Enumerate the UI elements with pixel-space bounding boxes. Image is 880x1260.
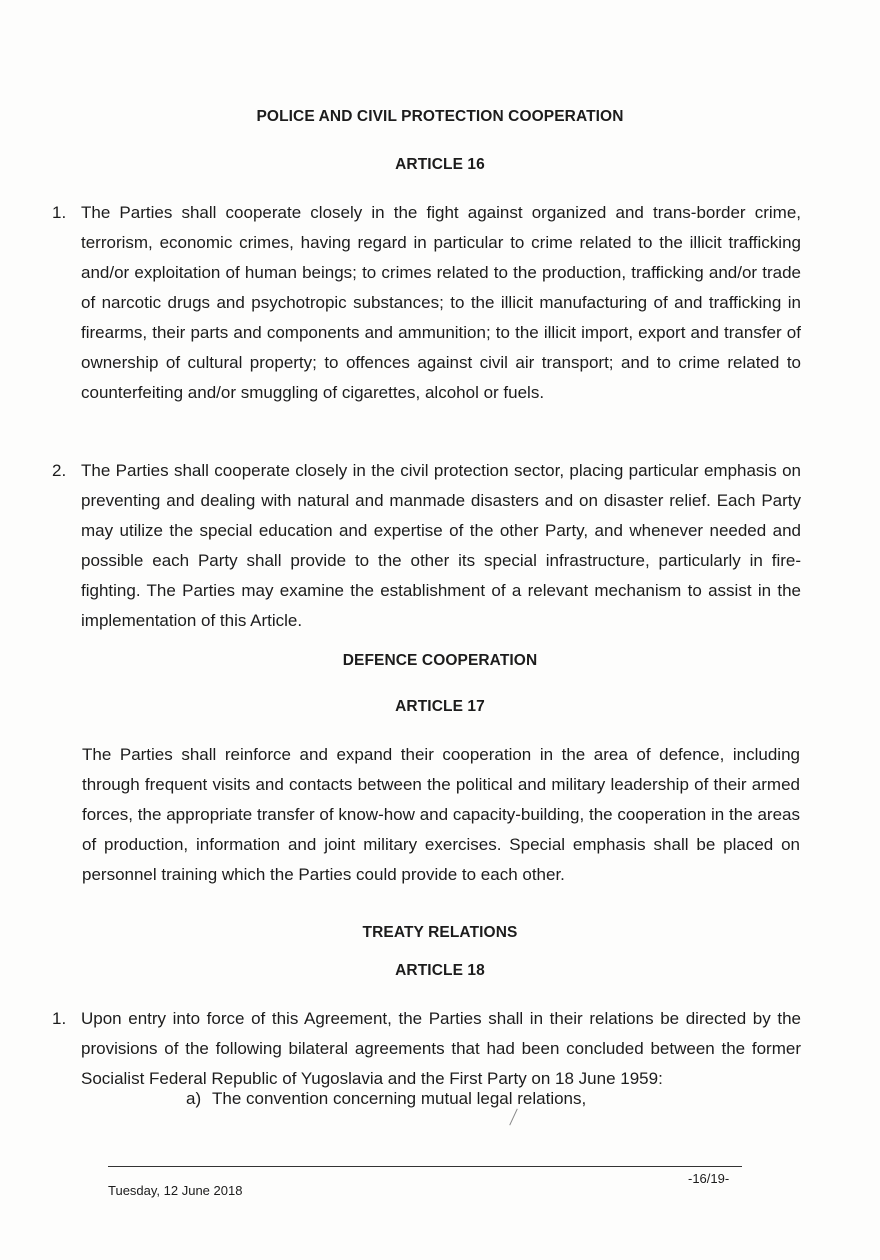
footer-divider [108, 1166, 742, 1167]
article-17-paragraph: The Parties shall reinforce and expand their cooperation in the area of defence, including through frequent visits and contacts between the political and military leadership of their armed forces, the appropriate transfer of know-how and capacity-building, the cooperation in the areas of production, information and joint military exercises. Special emphasis shall be placed on personnel training which the Parties could provide to each other. [82, 745, 800, 884]
article-18-heading: ARTICLE 18 [395, 962, 485, 979]
item-number-16-1: 1. [52, 203, 67, 222]
section-title-treaty: TREATY RELATIONS [362, 924, 518, 941]
section-title-police: POLICE AND CIVIL PROTECTION COOPERATION [256, 108, 624, 125]
footer-page-number: -16/19- [688, 1171, 730, 1186]
section-title-defence: DEFENCE COOPERATION [342, 652, 538, 669]
item-number-16-2: 2. [52, 461, 67, 480]
article-16-heading: ARTICLE 16 [395, 156, 485, 173]
item-number-18-1: 1. [52, 1009, 67, 1028]
footer-date: Tuesday, 12 June 2018 [108, 1183, 243, 1198]
article-17-heading: ARTICLE 17 [395, 698, 485, 715]
article-16-paragraph-1: The Parties shall cooperate closely in the fight against organized and trans-border crime, terrorism, economic crimes, having regard in particular to crime related to the illicit trafficking and/or exploitation of human beings; to crimes related to the production, trafficking and/or trade of narcotic drugs and psychotropic substances; to the illicit manufacturing of and trafficking in firearms, their parts and components and ammunition; to the illicit import, export and transfer of ownership of cultural property; to offences against civil air transport; and to crime related to counterfeiting and/or smuggling of cigarettes, alcohol or fuels. [81, 203, 801, 402]
subitem-a-text: The convention concerning mutual legal relations, [212, 1089, 587, 1108]
article-16-paragraph-2: The Parties shall cooperate closely in the civil protection sector, placing particular emphasis on preventing and dealing with natural and manmade disasters and on disaster relief. Each Party may utilize the special education and expertise of the other Party, and whenever needed and possible each Party shall provide to the other its special infrastructure, particularly in fire-fighting. The Parties may examine the establishment of a relevant mechanism to assist in the implementation of this Article. [81, 461, 801, 630]
article-18-paragraph-1: Upon entry into force of this Agreement, the Parties shall in their relations be directed by the provisions of the following bilateral agreements that had been concluded between the former Socialist Federal Republic of Yugoslavia and the First Party on 18 June 1959: [81, 1009, 801, 1088]
subitem-a-label: a) [186, 1089, 202, 1108]
